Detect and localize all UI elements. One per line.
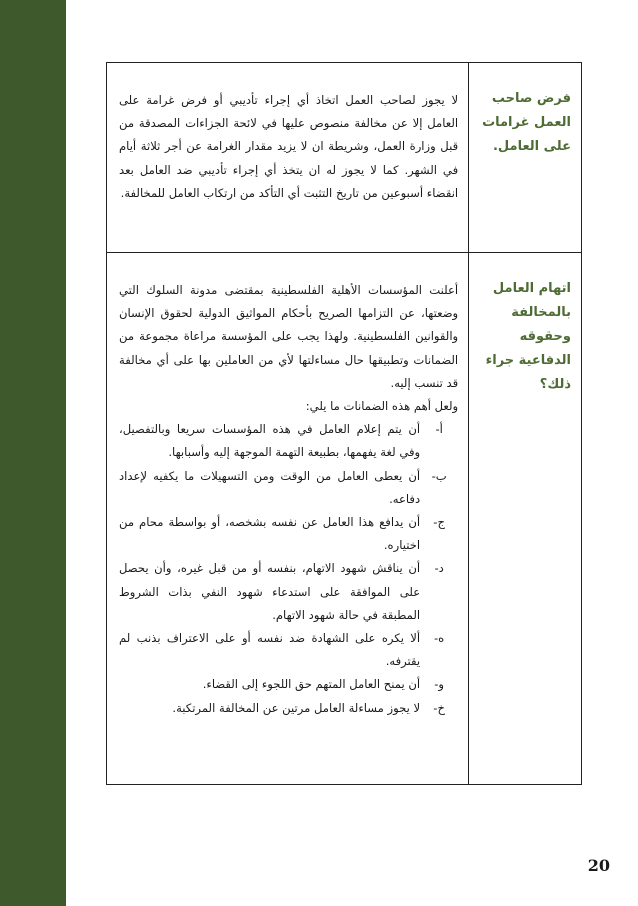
lead-sentence: ولعل أهم هذه الضمانات ما يلي:: [305, 399, 459, 414]
list-item: [119, 465, 458, 511]
row-heading: فرض صاحب العمل غرامات على العامل.: [482, 91, 571, 154]
guarantees-list: [119, 418, 458, 720]
list-item: [119, 418, 458, 464]
row-heading-cell: [469, 253, 582, 785]
list-item: [119, 511, 458, 557]
item-marker: ج-: [433, 515, 445, 530]
item-text: أن يناقش شهود الاتهام، بنفسه أو من قبل غيره، وأن يحصل على الموافقة على استدعاء شهود النفي بذات الشروط المطبقة في حالة شهود الاتهام.: [119, 561, 421, 622]
item-text: أن يتم إعلام العامل في هذه المؤسسات سريعا وبالتفصيل، وفي لغة يفهمها، بطبيعة التهمة الموجهة إليه وأسبابها.: [119, 422, 421, 460]
item-marker: و-: [434, 677, 445, 692]
table-row: [107, 253, 582, 785]
item-text: ألا يكره على الشهادة ضد نفسه أو على الاعتراف بذنب لم يقترفه.: [119, 631, 421, 669]
list-item: [119, 673, 458, 696]
intro-paragraph: أعلنت المؤسسات الأهلية الفلسطينية بمقتضى مدونة السلوك التي وضعتها، عن التزامها الصريح بأحكام المواثيق الدولية لحقوق الإنسان والقوانين الفلسطينية. ولهذا يجب على المؤسسة مراعاة مجموعة من الضمانات وتطبيقها حال مساءلتها لأي من العاملين بها على أي مخالفة قد تنسب إليه.: [119, 283, 459, 390]
page-number: 20: [587, 856, 610, 875]
side-color-band: [0, 0, 66, 906]
item-marker: أ-: [435, 422, 443, 437]
content-table: [106, 62, 582, 785]
row-body-cell: [107, 63, 469, 253]
list-item: [119, 627, 458, 673]
item-text: أن يمنح العامل المتهم حق اللجوء إلى القضاء.: [202, 677, 421, 692]
row-heading: اتهام العامل بالمخالفة وحقوقه الدفاعية جراء ذلك؟: [485, 281, 571, 392]
item-marker: خ-: [433, 700, 445, 715]
item-text: أن يدافع هذا العامل عن نفسه بشخصه، أو بواسطة محام من اختياره.: [119, 515, 421, 553]
item-marker: د-: [434, 561, 444, 576]
list-item: [119, 557, 458, 627]
list-item: [119, 697, 458, 720]
item-text: لا يجوز مساءلة العامل مرتين عن المخالفة المرتكبة.: [172, 700, 421, 715]
row-heading-cell: [469, 63, 582, 253]
table-row: [107, 63, 582, 253]
row-body: [107, 253, 468, 720]
row-body-cell: [107, 253, 469, 785]
row-body-text: لا يجوز لصاحب العمل اتخاذ أي إجراء تأديبي أو فرض غرامة على العامل إلا عن مخالفة منصوص عليها في لائحة الجزاءات المصدقة من قبل وزارة العمل، وشريطة ان لا يزيد مقدار الغرامة عن أجر ثلاثة أيام في الشهر. كما لا يجوز له ان يتخذ أي إجراء تأديبي ضد العامل بعد انقضاء أسبوعين من تاريخ التثبت أي التأكد من ارتكاب العامل للمخالفة.: [119, 93, 459, 200]
item-marker: ه-: [434, 631, 445, 646]
item-marker: ب-: [431, 468, 447, 483]
item-text: أن يعطى العامل من الوقت ومن التسهيلات ما يكفيه لإعداد دفاعه.: [119, 468, 421, 506]
